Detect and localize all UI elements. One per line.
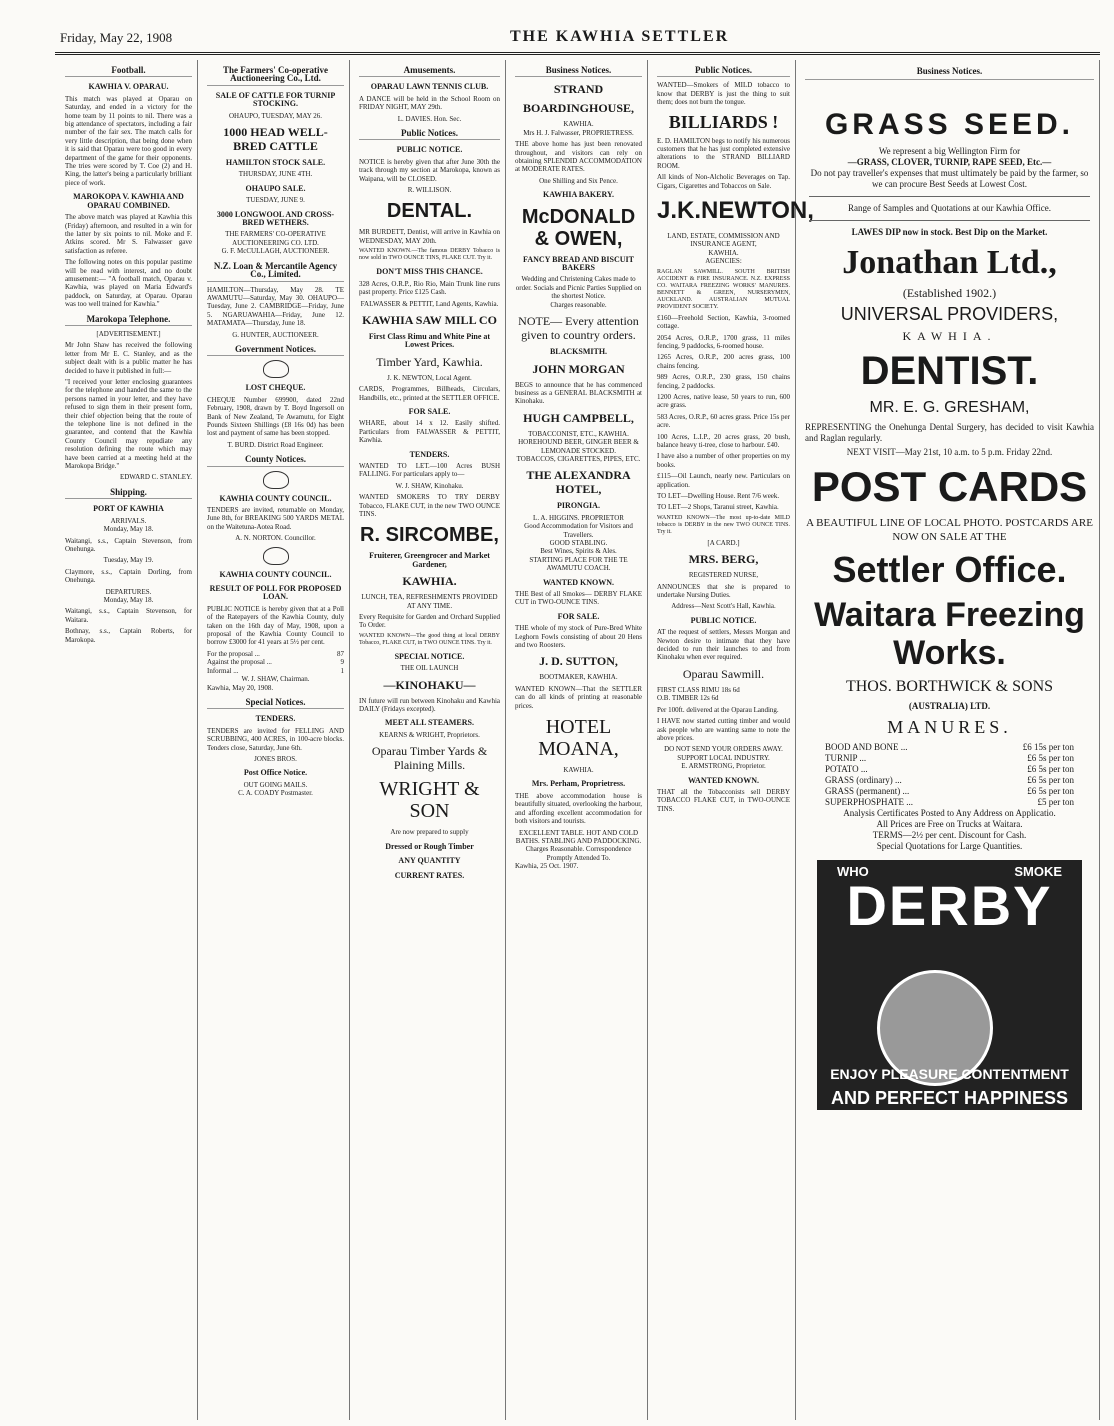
agency-list: RAGLAN SAWMILL. SOUTH BRITISH ACCIDENT & FIRE INSURANCE. N.Z. EXPRESS CO. WAITARA FREEZING WORKS' MANURES. BENNETT & GREEN, NURSERYMEN, AUCKLAND. AUSTRALIAN MUTUAL PROVIDENT SOCIETY.	[657, 268, 790, 310]
notice-text: THAT all the Tobacconists sell DERBY TOBACCO FLAKE CUT, in TWO-OUNCE TINS.	[657, 787, 790, 813]
column-business	[510, 60, 648, 1420]
derby-top: WHO	[837, 864, 869, 879]
notice-text: LAWES DIP now in stock. Best Dip on the Market.	[851, 227, 1048, 237]
section-title: Football.	[65, 66, 192, 77]
subheading: OUT GOING MAILS.	[243, 780, 308, 789]
subheading: KAWHIA V. OPARAU.	[88, 82, 169, 92]
notice-text: A BEAUTIFUL LINE OF LOCAL PHOTO. POSTCARDS ARE NOW ON SALE AT THE	[806, 517, 1093, 543]
listing: 989 Acres, O.R.P., 230 grass, 150 chains fencing, 2 paddocks.	[657, 373, 790, 390]
poll-row: Against the proposal ... 9	[207, 658, 344, 667]
date-line: Kawhia, May 20, 1908.	[207, 683, 274, 692]
derby-tobacco-ad	[817, 860, 1082, 1110]
sircombe-heading: R. SIRCOMBE,	[360, 524, 499, 547]
signature: W. J. SHAW, Chairman.	[241, 675, 310, 684]
manure-price: £6 5s per ton	[1027, 775, 1074, 785]
notice-text: (AUSTRALIA) LTD.	[908, 701, 991, 711]
notice-text: We represent a big Wellington Firm for	[878, 146, 1021, 156]
subheading: Mrs. Perham, Proprietress.	[531, 779, 626, 789]
moana-heading: HOTEL MOANA,	[538, 716, 619, 761]
subheading: HAMILTON STOCK SALE.	[225, 158, 326, 168]
manure-name: GRASS (ordinary) ...	[825, 775, 902, 785]
settler-office-heading: Settler Office.	[832, 549, 1067, 590]
date-line: Monday, May 18.	[103, 525, 154, 534]
listing: 1200 Acres, native lease, 50 years to run, 600 acre grass.	[657, 392, 790, 410]
section-title: Amusements.	[359, 66, 500, 77]
notice-text: TOBACCOS, CIGARETTES, PIPES, ETC.	[516, 454, 641, 463]
article-text: "I received your letter enclosing guarantees for the telephone and handed the same to the persons named in your letter, and they have refused to sign them in their present form, their chief objection being that the route of the telephone line is not defined in the guarantee, and contend that the Kawhia County Council may repudiate any resolution defining the route which may have been carried at a meeting held at the Marokopa Bridge."	[65, 378, 192, 471]
notice-text: NOTICE is hereby given that after June 30th the track through my section at Marokopa, known as Waipana, will be CLOSED.	[359, 157, 500, 183]
derby-slogan: AND PERFECT HAPPINESS	[830, 1088, 1069, 1108]
notice-text: WANTED TO LET.—100 Acres BUSH FALLING. For particulars apply to—	[359, 461, 500, 479]
manure-price: £5 per ton	[1037, 797, 1074, 807]
section-title: Public Notices.	[359, 129, 500, 140]
notice-text: E. D. HAMILTON begs to notify his numerous customers that he has just completed extensive alterations to the STRAND BILLIARD ROOM.	[657, 136, 790, 170]
subheading: WANTED KNOWN.	[687, 775, 760, 785]
manures-heading: MANURES.	[887, 717, 1012, 737]
crest-icon	[263, 547, 289, 565]
signature: EDWARD C. STANLEY.	[119, 473, 192, 482]
article-text: The following notes on this popular pastime will be read with interest, and no doubt amusement:— "A football match, Oparau v. Kawhia, was played on Maria Edward's paddock, on Saturday, at Oparau. Oparau was too well trained for Kawhia."	[65, 258, 192, 309]
notice-text: TENDERS are invited for FELLING AND SCRUBBING, 400 ACRES, in 100-acre blocks. Tenders close, Saturday, June 6th.	[207, 726, 344, 752]
subheading: ANY QUANTITY	[398, 856, 461, 866]
signature: E. ARMSTRONG, Proprietor.	[681, 762, 766, 771]
notice-text: REPRESENTING the Onehunga Dental Surgery, has decided to visit Kawhia and Raglan regularly.	[805, 422, 1094, 443]
date-line: Tuesday, May 19.	[103, 556, 154, 565]
listing: 583 Acres, O.R.P., 60 acres grass. Price 15s per acre.	[657, 412, 790, 430]
notice-text: PUBLIC NOTICE is hereby given that at a Poll of the Ratepayers of the Kawhia County, duly taken on the 16th day of May, 1908, upon a proposal of the Kawhia County Council to borrow £3000 for 41 years at 5½ per cent.	[207, 604, 344, 647]
cattle-heading: 1000 HEAD WELL-BRED CATTLE	[223, 125, 328, 154]
signature: L. DAVIES. Hon. Sec.	[397, 114, 462, 123]
manure-name: GRASS (permanent) ...	[825, 786, 910, 796]
divider	[809, 196, 1090, 197]
divider	[809, 220, 1090, 221]
notice-text: WANTED—Smokers of MILD tobacco to know that DERBY is just the thing to suit them; does not burn the tongue.	[657, 81, 790, 107]
notice-text: Range of Samples and Quotations at our Kawhia Office.	[847, 203, 1052, 213]
section-title: County Notices.	[207, 455, 344, 466]
crest-icon	[263, 360, 289, 378]
signature: A. N. NORTON. Councillor.	[235, 534, 316, 543]
signature: KEARNS & WRIGHT, Proprietors.	[379, 730, 480, 739]
listing: £115—Oil Launch, nearly new. Particulars on application.	[657, 472, 790, 489]
strand-heading: STRAND	[553, 82, 604, 97]
signature: T. BURD. District Road Engineer.	[227, 440, 324, 449]
borthwick-heading: THOS. BORTHWICK & SONS	[845, 678, 1054, 695]
postcards-heading: POST CARDS	[811, 463, 1088, 510]
subheading: SALE OF CATTLE FOR TURNIP STOCKING.	[215, 90, 336, 109]
newspaper-title: THE KAWHIA SETTLER	[510, 28, 730, 45]
masthead	[0, 0, 1114, 52]
notice-text: (Established 1902.)	[902, 286, 997, 300]
signature: JONES BROS.	[254, 754, 297, 763]
subheading: KAWHIA COUNTY COUNCIL.	[219, 569, 332, 579]
manure-row	[825, 797, 1074, 808]
manure-table	[805, 742, 1094, 808]
notice-text: WANTED KNOWN—That the SETTLER can do all kinds of printing at reasonable prices.	[515, 684, 642, 710]
manure-price: £6 5s per ton	[1027, 764, 1074, 774]
kinohaku-heading: —KINOHAKU—	[383, 677, 476, 692]
notice-text: Analysis Certificates Posted to Any Address on Applicatio.	[843, 808, 1056, 818]
issue-date: Friday, May 22, 1908	[60, 30, 173, 45]
signature: J. K. NEWTON, Local Agent.	[387, 373, 472, 382]
manure-name: POTATO ...	[825, 764, 868, 774]
oparau-heading: Oparau Timber Yards & Plaining Mills.	[371, 744, 488, 773]
subheading: AGENCIES:	[705, 257, 742, 266]
subheading: Post Office Notice.	[243, 768, 308, 778]
notice-text: TERMS—2½ per cent. Discount for Cash.	[872, 830, 1027, 840]
subheading: TENDERS.	[255, 714, 296, 724]
derby-slogan: ENJOY PLEASURE CONTENTMENT	[830, 1066, 1069, 1082]
subheading: PIRONGIA.	[557, 501, 600, 511]
mcdonald-heading: McDONALD & OWEN,	[521, 205, 636, 250]
section-title: Public Notices.	[657, 66, 790, 77]
subheading: PUBLIC NOTICE.	[690, 615, 757, 625]
notice-text: Charges reasonable.	[550, 300, 607, 309]
grass-seed-heading: GRASS SEED.	[824, 108, 1075, 141]
subheading: WANTED KNOWN.	[542, 577, 615, 587]
auctioneer: G. HUNTER, AUCTIONEER.	[232, 330, 319, 339]
section-title: The Farmers' Co-operative Auctioneering Co., Ltd.	[207, 66, 344, 86]
notice-text: BEGS to announce that he has commenced business as a GENERAL BLACKSMITH at Kinohaku.	[515, 380, 642, 406]
newton-heading: J.K.NEWTON,	[657, 197, 814, 225]
masthead-rule	[55, 52, 1100, 55]
subheading: Dressed or Rough Timber	[385, 841, 474, 851]
dental-heading: DENTAL.	[386, 200, 473, 223]
subheading: SPECIAL NOTICE.	[394, 651, 465, 661]
advertisement-label: [ADVERTISEMENT.]	[96, 329, 161, 338]
town: KAWHIA.	[402, 574, 457, 589]
subheading: THE OIL LAUNCH	[400, 664, 459, 673]
notice-text: NEXT VISIT—May 21st, 10 a.m. to 5 p.m. Friday 22nd.	[846, 447, 1053, 457]
manure-row	[825, 753, 1074, 764]
notice-text: IN future will run between Kinohaku and Kawhia DAILY (Fridays excepted).	[359, 696, 500, 714]
ship-entry: Waitangi, s.s., Captain Stevenson, for Waitara.	[65, 607, 192, 624]
notice-text: THE Best of all Smokes— DERBY FLAKE CUT in TWO-OUNCE TINS.	[515, 590, 642, 607]
subheading: KAWHIA COUNTY COUNCIL.	[219, 493, 332, 503]
section-title: Government Notices.	[207, 345, 344, 356]
notice-text: SUPPORT LOCAL INDUSTRY.	[677, 753, 770, 762]
subheading: PUBLIC NOTICE.	[396, 145, 463, 155]
company: THE FARMERS' CO-OPERATIVE AUCTIONEERING CO. LTD.	[225, 230, 326, 247]
notice-text: —GRASS, CLOVER, TURNIP, RAPE SEED, Etc.—	[847, 157, 1052, 167]
sawmill-heading: Oparau Sawmill.	[682, 666, 765, 681]
notice-text: EXCELLENT TABLE. HOT AND COLD BATHS. STABLING AND PADDOCKING.	[515, 828, 642, 845]
town: KAWHIA.	[902, 329, 997, 343]
note-heading: NOTE— Every attention given to country orders.	[518, 314, 639, 343]
signature: FALWASSER & PETTIT, Land Agents, Kawhia.	[360, 299, 499, 308]
waitara-heading: Waitara Freezing Works.	[814, 596, 1085, 672]
derby-name: DERBY	[846, 874, 1053, 937]
section-title: Marokopa Telephone.	[65, 315, 192, 326]
dentist-heading: DENTIST.	[860, 349, 1039, 393]
notice-text: One Shilling and Six Pence.	[539, 176, 618, 185]
subheading: FANCY BREAD AND BISCUIT BAKERS	[523, 254, 634, 273]
section-title: N.Z. Loan & Mercantile Agency Co., Limited.	[207, 262, 344, 282]
subheading: 3000 LONGWOOL AND CROSS-BRED WETHERS.	[216, 209, 335, 228]
manure-price: £6 5s per ton	[1027, 786, 1074, 796]
proprietor: Mrs H. J. Falwasser, PROPRIETRESS.	[523, 128, 634, 137]
listing: 2054 Acres, O.R.P., 1700 grass, 11 miles fencing, 9 paddocks, 6-roomed house.	[657, 333, 790, 350]
subheading: CURRENT RATES.	[394, 870, 465, 880]
subheading: KAWHIA BAKERY.	[543, 190, 614, 200]
manure-price: £6 5s per ton	[1027, 753, 1074, 763]
signature: W. J. SHAW, Kinohaku.	[395, 481, 464, 490]
gresham-heading: MR. E. G. GRESHAM,	[869, 399, 1030, 416]
derby-smoke: SMOKE	[1014, 864, 1062, 879]
notice-text: REGISTERED NURSE,	[688, 571, 759, 580]
poll-row: Informal ... 1	[207, 666, 344, 675]
subheading: TENDERS.	[409, 449, 450, 459]
subheading: DEPARTURES.	[105, 587, 152, 596]
manure-price: £6 15s per ton	[1022, 742, 1074, 752]
morgan-heading: JOHN MORGAN	[532, 361, 625, 376]
crest-icon	[263, 471, 289, 489]
sale-date: TUESDAY, JUNE 9.	[246, 196, 305, 205]
subheading: FOR SALE.	[557, 611, 600, 621]
manure-row	[825, 742, 1074, 753]
date-line: Kawhia, 25 Oct. 1907.	[515, 862, 579, 871]
notice-text: WANTED KNOWN—The good thing at local DERBY Tobacco, FLAKE CUT, in TWO OUNCE TINS. Try it.	[359, 632, 500, 646]
universal-heading: UNIVERSAL PROVIDERS,	[840, 304, 1059, 324]
price-line: FIRST CLASS RIMU 18s 6d	[657, 685, 740, 694]
sutton-heading: J. D. SUTTON,	[539, 654, 618, 669]
article-text: The above match was played at Kawhia this (Friday) afternoon, and resulted in a win for the latter by six points to nil. Moke and F. Atkins scored. Mr S. Falwasser gave satisfaction as referee.	[65, 213, 192, 255]
notice-text: DO NOT SEND YOUR ORDERS AWAY.	[664, 745, 783, 754]
subheading: PORT OF KAWHIA	[93, 504, 164, 514]
subheading: OHAUPO SALE.	[245, 183, 306, 193]
listing: TO LET—Dwelling House. Rent 7/6 week.	[657, 492, 780, 500]
alexandra-heading: THE ALEXANDRA HOTEL,	[526, 468, 631, 497]
notice-text: THE whole of my stock of Pure-Bred White Leghorn Fowls consisting of about 20 Hens and two Roosters.	[515, 624, 642, 650]
sale-date: OHAUPO, TUESDAY, MAY 26.	[228, 111, 323, 120]
ship-entry: Waitangi, s.s., Captain Stevenson, from Onehunga.	[65, 536, 192, 553]
manure-name: BOOD AND BONE ...	[825, 742, 908, 752]
notice-text: THE above home has just been renovated throughout, and visitors can rely on obtaining SPLENDID ACCOMMODATION at MODERATE RATES.	[515, 140, 642, 174]
subheading: FOR SALE.	[408, 406, 451, 416]
notice-text: 328 Acres, O.R.P., Rio Rio, Main Trunk line runs past property. Price £125 Cash.	[359, 279, 500, 297]
subheading: ARRIVALS.	[110, 516, 147, 525]
notice-text: CHEQUE Number 699900, dated 22nd February, 1908, drawn by T. Boyd Ingersoll on Bank of New Zealand, Te Awamutu, for Eight Pounds Sixteen Shillings (£8 16s 0d) has been lost and payment of same has been stopped.	[207, 395, 344, 438]
town: KAWHIA.	[563, 120, 594, 129]
notice-text: I HAVE now started cutting timber and would ask people who are wanting same to note the above prices.	[657, 717, 790, 742]
sale-list: HAMILTON—Thursday, May 28. TE AWAMUTU—Saturday, May 30. OHAUPO—Tuesday, June 2. CAMBRIDGE—Friday, June 5. NGARUAWAHIA—Friday, June 12. MATAMATA—Thursday, June 18.	[207, 285, 344, 328]
notice-text: WANTED KNOWN—The most up-to-date MILD tobacco is DERBY in the new TWO OUNCE TINS. Try it.	[657, 514, 790, 535]
town: KAWHIA.	[563, 766, 594, 775]
notice-text: THE above accommodation house is beautifully situated, overlooking the harbour, and affording excellent accommodation for both visitors and tourists.	[515, 791, 642, 826]
notice-text: TENDERS are invited, returnable on Monday, June 8th, for BREAKING 500 YARDS METAL on the Waitetuna-Aotea Road.	[207, 506, 344, 531]
notice-text: Best Wines, Spirits & Ales.	[540, 547, 617, 556]
notice-text: Do not pay traveller's expenses that must ultimately be paid by the farmer, so we can procure Best Seeds at Lowest Cost.	[810, 168, 1089, 189]
listing: £160—Freehold Section, Kawhia, 3-roomed cottage.	[657, 313, 790, 331]
article-text: Mr John Shaw has received the following letter from Mr E. C. Stanley, and as the subject dealt with is a public matter he has decided to have it published in full:—	[65, 341, 192, 375]
notice-text: Per 100ft. delivered at the Oparau Landing.	[657, 705, 779, 714]
notice-text: WANTED SMOKERS TO TRY DERBY Tobacco, FLAKE CUT, in the new TWO OUNCE TINS.	[359, 493, 500, 518]
poll-row: For the proposal ... 87	[207, 649, 344, 658]
column-advertisements	[800, 60, 1100, 1420]
notice-text: Every Requisite for Garden and Orchard Supplied To Order.	[359, 613, 500, 630]
notice-text: ANNOUNCES that she is prepared to undertake Nursing Duties.	[657, 582, 790, 600]
signature: R. WILLISON.	[407, 186, 452, 195]
notice-text: AT the request of settlers, Messrs Morgan and Newton desire to intimate that they have decided to run their launches to and from Kinohaku when ever required.	[657, 628, 790, 662]
boardinghouse-heading: BOARDINGHOUSE,	[522, 101, 635, 116]
notice-text: CARDS, Programmes, Billheads, Circulars, Handbills, etc., printed at the SETTLER OFFICE.	[359, 385, 500, 402]
campbell-heading: HUGH CAMPBELL,	[523, 410, 634, 425]
section-title: Business Notices.	[805, 66, 1094, 80]
wright-son-heading: WRIGHT & SON	[379, 778, 480, 823]
subheading: RESULT OF POLL FOR PROPOSED LOAN.	[209, 584, 342, 602]
notice-text: WANTED KNOWN.—The famous DERBY Tobacco is now sold in TWO OUNCE TINS, FLAKE CUT. Try it.	[359, 248, 500, 262]
price-line: O.B. TIMBER 12s 6d	[657, 694, 719, 703]
signature: C. A. COADY Postmaster.	[238, 789, 313, 798]
subheading: MEET ALL STEAMERS.	[385, 718, 474, 728]
subheading: Fruiterer, Greengrocer and Market Gardener,	[369, 551, 490, 569]
notice-text: All kinds of Non-Alcholic Beverages on Tap. Cigars, Cigarettes and Tobaccos on Sale.	[657, 173, 790, 190]
subheading: LOST CHEQUE.	[245, 383, 306, 393]
date-line: Monday, May 18.	[103, 595, 154, 604]
manure-name: SUPERPHOSPHATE ...	[825, 797, 914, 807]
ship-entry: Bothnay, s.s., Captain Roberts, for Marokopa.	[65, 627, 192, 644]
notice-text: Special Quotations for Large Quantities.	[876, 841, 1023, 851]
manure-name: TURNIP ...	[825, 753, 867, 763]
section-title: Business Notices.	[515, 66, 642, 77]
column-football	[60, 60, 198, 1420]
auctioneer: G. F. McCULLAGH, AUCTIONEER.	[221, 247, 330, 256]
column-farmers	[202, 60, 350, 1420]
section-title: Special Notices.	[207, 698, 344, 709]
subheading: OPARAU LAWN TENNIS CLUB.	[370, 82, 489, 92]
column-amusements	[354, 60, 506, 1420]
notice-text: Good Accommodation for Visitors and Travellers.	[524, 522, 633, 539]
town: KAWHIA.	[708, 248, 739, 257]
ship-entry: Claymore, s.s., Captain Dorling, from Onehunga.	[65, 567, 192, 585]
manure-row	[825, 786, 1074, 797]
saw-mill-heading: KAWHIA SAW MILL CO	[362, 312, 497, 327]
notice-text: STARTING PLACE FOR THE TE AWAMUTU COACH.	[529, 555, 628, 573]
sale-date: THURSDAY, JUNE 4TH.	[238, 170, 313, 179]
article-text: This match was played at Oparau on Saturday, and ended in a victory for the home team by 11 points to nil. There was a big attendance of spectators, including a fair number of the fair sex. The match calls for very little description, that being done when it is said that Oparau were too good in every department of the game for their opponents. The tries were scored by T. Coe (2) and H. King, the latter's being a particularly brilliant piece of work.	[65, 94, 192, 187]
column-public	[652, 60, 814, 1420]
notice-text: LAND, ESTATE, COMMISSION AND INSURANCE AGENT,	[667, 232, 780, 249]
manure-row	[825, 775, 1074, 786]
jonathan-heading: Jonathan Ltd.,	[842, 244, 1057, 281]
listing: 100 Acres, L.I.P., 20 acres grass, 20 bush, balance heavy ti-tree, close to harbour. £40.	[657, 432, 790, 449]
notice-text: A DANCE will be held in the School Room on FRIDAY NIGHT, MAY 29th.	[359, 94, 500, 112]
notice-text: TOBACCONIST, ETC., KAWHIA.	[528, 429, 629, 438]
notice-text: GOOD STABLING.	[549, 538, 608, 547]
notice-text: LUNCH, TEA, REFRESHMENTS PROVIDED AT ANY TIME.	[361, 593, 498, 610]
notice-text: MR BURDETT, Dentist, will arrive in Kawhia on WEDNESDAY, MAY 20th.	[359, 228, 500, 245]
address: Address—Next Scott's Hall, Kawhia.	[671, 602, 776, 611]
listing: TO LET—2 Shops, Taranui street, Kawhia.	[657, 503, 779, 512]
notice-text: Are now prepared to supply	[390, 828, 469, 837]
subheading: First Class Rimu and White Pine at Lowest Prices.	[368, 331, 491, 350]
subheading: DON'T MISS THIS CHANCE.	[376, 267, 483, 277]
notice-text: WHARE, about 14 x 12. Easily shifted. Particulars from FALWASSER & PETTIT, Kawhia.	[359, 419, 500, 445]
subheading: BLACKSMITH.	[549, 347, 608, 357]
listing: 1265 Acres, O.R.P., 200 acres grass, 100 chains fencing.	[657, 353, 790, 370]
notice-text: BOOTMAKER, KAWHIA.	[539, 673, 618, 682]
berg-heading: MRS. BERG,	[688, 552, 759, 567]
notice-text: Wedding and Christening Cakes made to order. Socials and Picnic Parties Supplied on the shortest Notice.	[515, 275, 642, 301]
subheading: MAROKOPA V. KAWHIA AND OPARAU COMBINED.	[73, 192, 184, 210]
timber-yard: Timber Yard, Kawhia.	[376, 354, 483, 369]
manure-row	[825, 764, 1074, 775]
notice-text: Charges Reasonable. Correspondence Promptly Attended To.	[525, 845, 632, 862]
notice-text: HOREHOUND BEER, GINGER BEER & LEMONADE STOCKED.	[518, 438, 639, 455]
notice-text: I have also a number of other properties on my books.	[657, 452, 790, 469]
section-title: Shipping.	[65, 488, 192, 499]
card-label: [A CARD.]	[707, 538, 740, 547]
notice-text: All Prices are Free on Trucks at Waitara.	[876, 819, 1023, 829]
proprietor: L. A. HIGGINS. PROPRIETOR	[533, 513, 624, 522]
billiards-heading: BILLIARDS !	[668, 111, 779, 132]
